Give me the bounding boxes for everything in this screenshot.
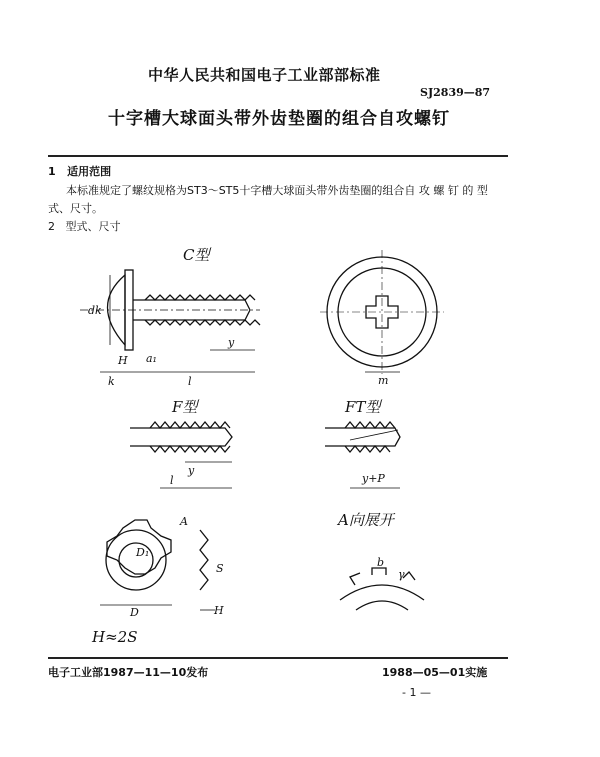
standard-code: SJ2839—87 — [420, 86, 491, 99]
c-type-label: C型 — [183, 246, 210, 264]
dim-y: y — [228, 336, 235, 349]
dim-k: k — [108, 375, 115, 388]
f-type-label: F型 — [172, 398, 198, 416]
dim-l: l — [188, 375, 192, 388]
dim-dk: dk — [88, 304, 102, 317]
ft-type-label: FT型 — [345, 398, 381, 416]
dim-m: m — [378, 374, 389, 387]
washer-view — [100, 520, 215, 610]
formula-h-2s: H≈2S — [92, 628, 138, 646]
effective-date: 1988—05—01实施 — [382, 666, 488, 679]
a-view-developed — [340, 568, 424, 610]
dim-h: H — [118, 354, 128, 367]
dim-washer-H: H — [214, 604, 224, 617]
dim-y-plus-p: y+P — [362, 472, 385, 485]
section-1-text-line2: 式、尺寸。 — [48, 202, 103, 215]
dim-f-y: y — [188, 464, 195, 477]
f-type-view — [130, 422, 232, 488]
c-type-side-view — [80, 270, 260, 372]
section-number: 2 — [48, 220, 55, 233]
issuing-organization: 中华人民共和国电子工业部部标准 — [148, 66, 381, 84]
dim-b: b — [377, 556, 385, 569]
dim-D: D — [130, 606, 139, 619]
section-number: 1 — [48, 165, 56, 178]
dim-S: S — [216, 562, 224, 575]
section-1-text-line1: 本标准规定了螺纹规格为ST3～ST5十字槽大球面头带外齿垫圈的组合自 攻 螺 钉 的 型 — [66, 184, 488, 197]
angle-gamma: γ — [398, 568, 405, 581]
section-heading: 适用范围 — [67, 165, 112, 178]
document-title: 十字槽大球面头带外齿垫圈的组合自攻螺钉 — [108, 109, 450, 129]
a-view-label: A向展开 — [338, 511, 394, 529]
dim-f-l: l — [170, 474, 174, 487]
footer-divider — [48, 657, 508, 659]
issue-date: 电子工业部1987—11—10发布 — [48, 666, 209, 679]
c-type-top-view — [320, 250, 444, 374]
dim-d1: D₁ — [136, 546, 150, 559]
page-number: - 1 — — [402, 686, 431, 699]
dim-a1: a₁ — [146, 352, 157, 365]
section-heading: 型式、尺寸 — [65, 220, 121, 233]
view-a-marker: A — [180, 515, 188, 528]
